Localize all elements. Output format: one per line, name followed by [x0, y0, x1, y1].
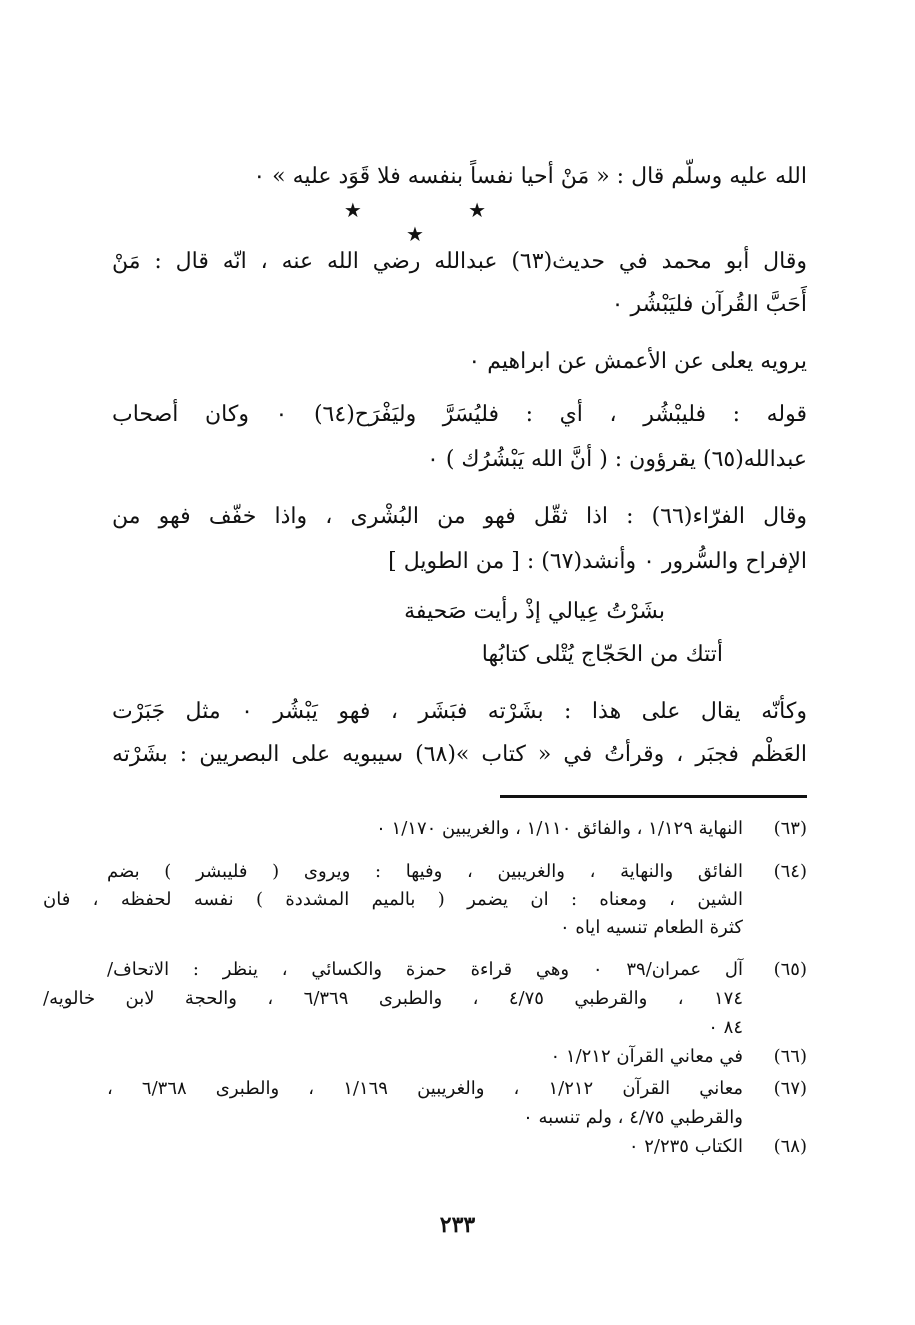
verse-first-hemistich: بشَرْتُ عِيالي إذْ رأيت صَحيفة [404, 599, 665, 624]
paragraph-4-line-2: الإفراح والسُّرور ٠ وأنشد(٦٧) : [ من الطويل ] [388, 549, 807, 574]
footnote-number: (٦٧) [773, 1078, 808, 1099]
footnote-65 [107, 956, 807, 984]
footnote-67-continuation: والقرطبي ٤/٧٥ ، ولم تنسبه ٠ [523, 1107, 743, 1128]
footnote-67 [107, 1075, 807, 1103]
paragraph-1-line-1: وقال أبو محمد في حديث(٦٣) عبدالله رضي الله عنه ، انّه قال : مَنْ [112, 249, 807, 274]
paragraph-2-line-1: يرويه يعلى عن الأعمش عن ابراهيم ٠ [468, 349, 807, 374]
footnote-text: الكتاب ٢/٢٣٥ ٠ [628, 1136, 743, 1157]
footnote-64-continuation: الشين ، ومعناه : ان يضمر ( بالميم المشددة ) نفسه لحفظه ، فان [43, 889, 743, 910]
footnote-64-continuation: كثرة الطعام تنسيه اياه ٠ [560, 917, 743, 938]
paragraph-4-line-1: وقال الفرّاء(٦٦) : اذا ثقّل فهو من البُشْرى ، واذا خفّف فهو من [112, 504, 807, 529]
footnote-number: (٦٥) [773, 959, 807, 980]
footnote-64 [107, 858, 807, 886]
section-divider-stars: ★ ★ ★ [343, 198, 537, 246]
footnote-68 [107, 1133, 807, 1161]
verse-second-hemistich: أتتك من الحَجّاج يُتْلى كتابُها [481, 642, 723, 667]
paragraph-1-line-2: أَحَبَّ القُرآن فليَبْشُر ٠ [611, 292, 807, 317]
paragraph-3-line-1: قوله : فليبْشُر ، أي : فليُسَرَّ وليَفْرَح(٦٤) ٠ وكان أصحاب [112, 402, 807, 427]
text-line-intro: الله عليه وسلّم قال : « مَنْ أحيا نفساً بنفسه فلا قَوَد عليه » ٠ [253, 164, 807, 189]
footnote-text: في معاني القرآن ١/٢١٢ ٠ [550, 1046, 743, 1067]
paragraph-3-line-2: عبدالله(٦٥) يقرؤون : ( أنَّ الله يَبْشُرُك ) ٠ [427, 447, 807, 472]
footnote-number: (٦٨) [773, 1136, 807, 1157]
paragraph-5-line-2: العَظْم فجبَر ، وقرأتُ في « كتاب »(٦٨) سيبويه على البصريين : بشَرْته [112, 742, 808, 767]
footnote-63 [107, 815, 807, 843]
footnote-text: الفائق والنهاية ، والغريبين ، وفيها : ويروى ( فليبشر ) بضم [107, 861, 743, 882]
footnote-text: معاني القرآن ١/٢١٢ ، والغريبين ١/١٦٩ ، والطبرى ٦/٣٦٨ ، [107, 1078, 744, 1099]
paragraph-5-line-1: وكأنّه يقال على هذا : بشَرْته فبَشَر ، فهو يَبْشُر ٠ مثل جَبَرْت [112, 699, 807, 724]
footnote-text: آل عمران/٣٩ ٠ وهي قراءة حمزة والكسائي ، ينظر : الاتحاف/ [107, 959, 743, 980]
footnote-number: (٦٦) [773, 1046, 807, 1067]
footnote-separator [500, 795, 807, 798]
footnote-65-continuation: ١٧٤ ، والقرطبي ٤/٧٥ ، والطبرى ٦/٣٦٩ ، والحجة لابن خالويه/ [43, 988, 744, 1009]
footnote-66 [107, 1043, 807, 1071]
page-number: ٢٣٣ [439, 1212, 476, 1238]
footnote-number: (٦٣) [773, 818, 807, 839]
footnote-number: (٦٤) [773, 861, 807, 882]
footnote-65-continuation: ٨٤ ٠ [708, 1017, 743, 1038]
footnote-text: النهاية ١/١٢٩ ، والفائق ١/١١٠ ، والغريبين ١/١٧٠ ٠ [376, 818, 743, 839]
